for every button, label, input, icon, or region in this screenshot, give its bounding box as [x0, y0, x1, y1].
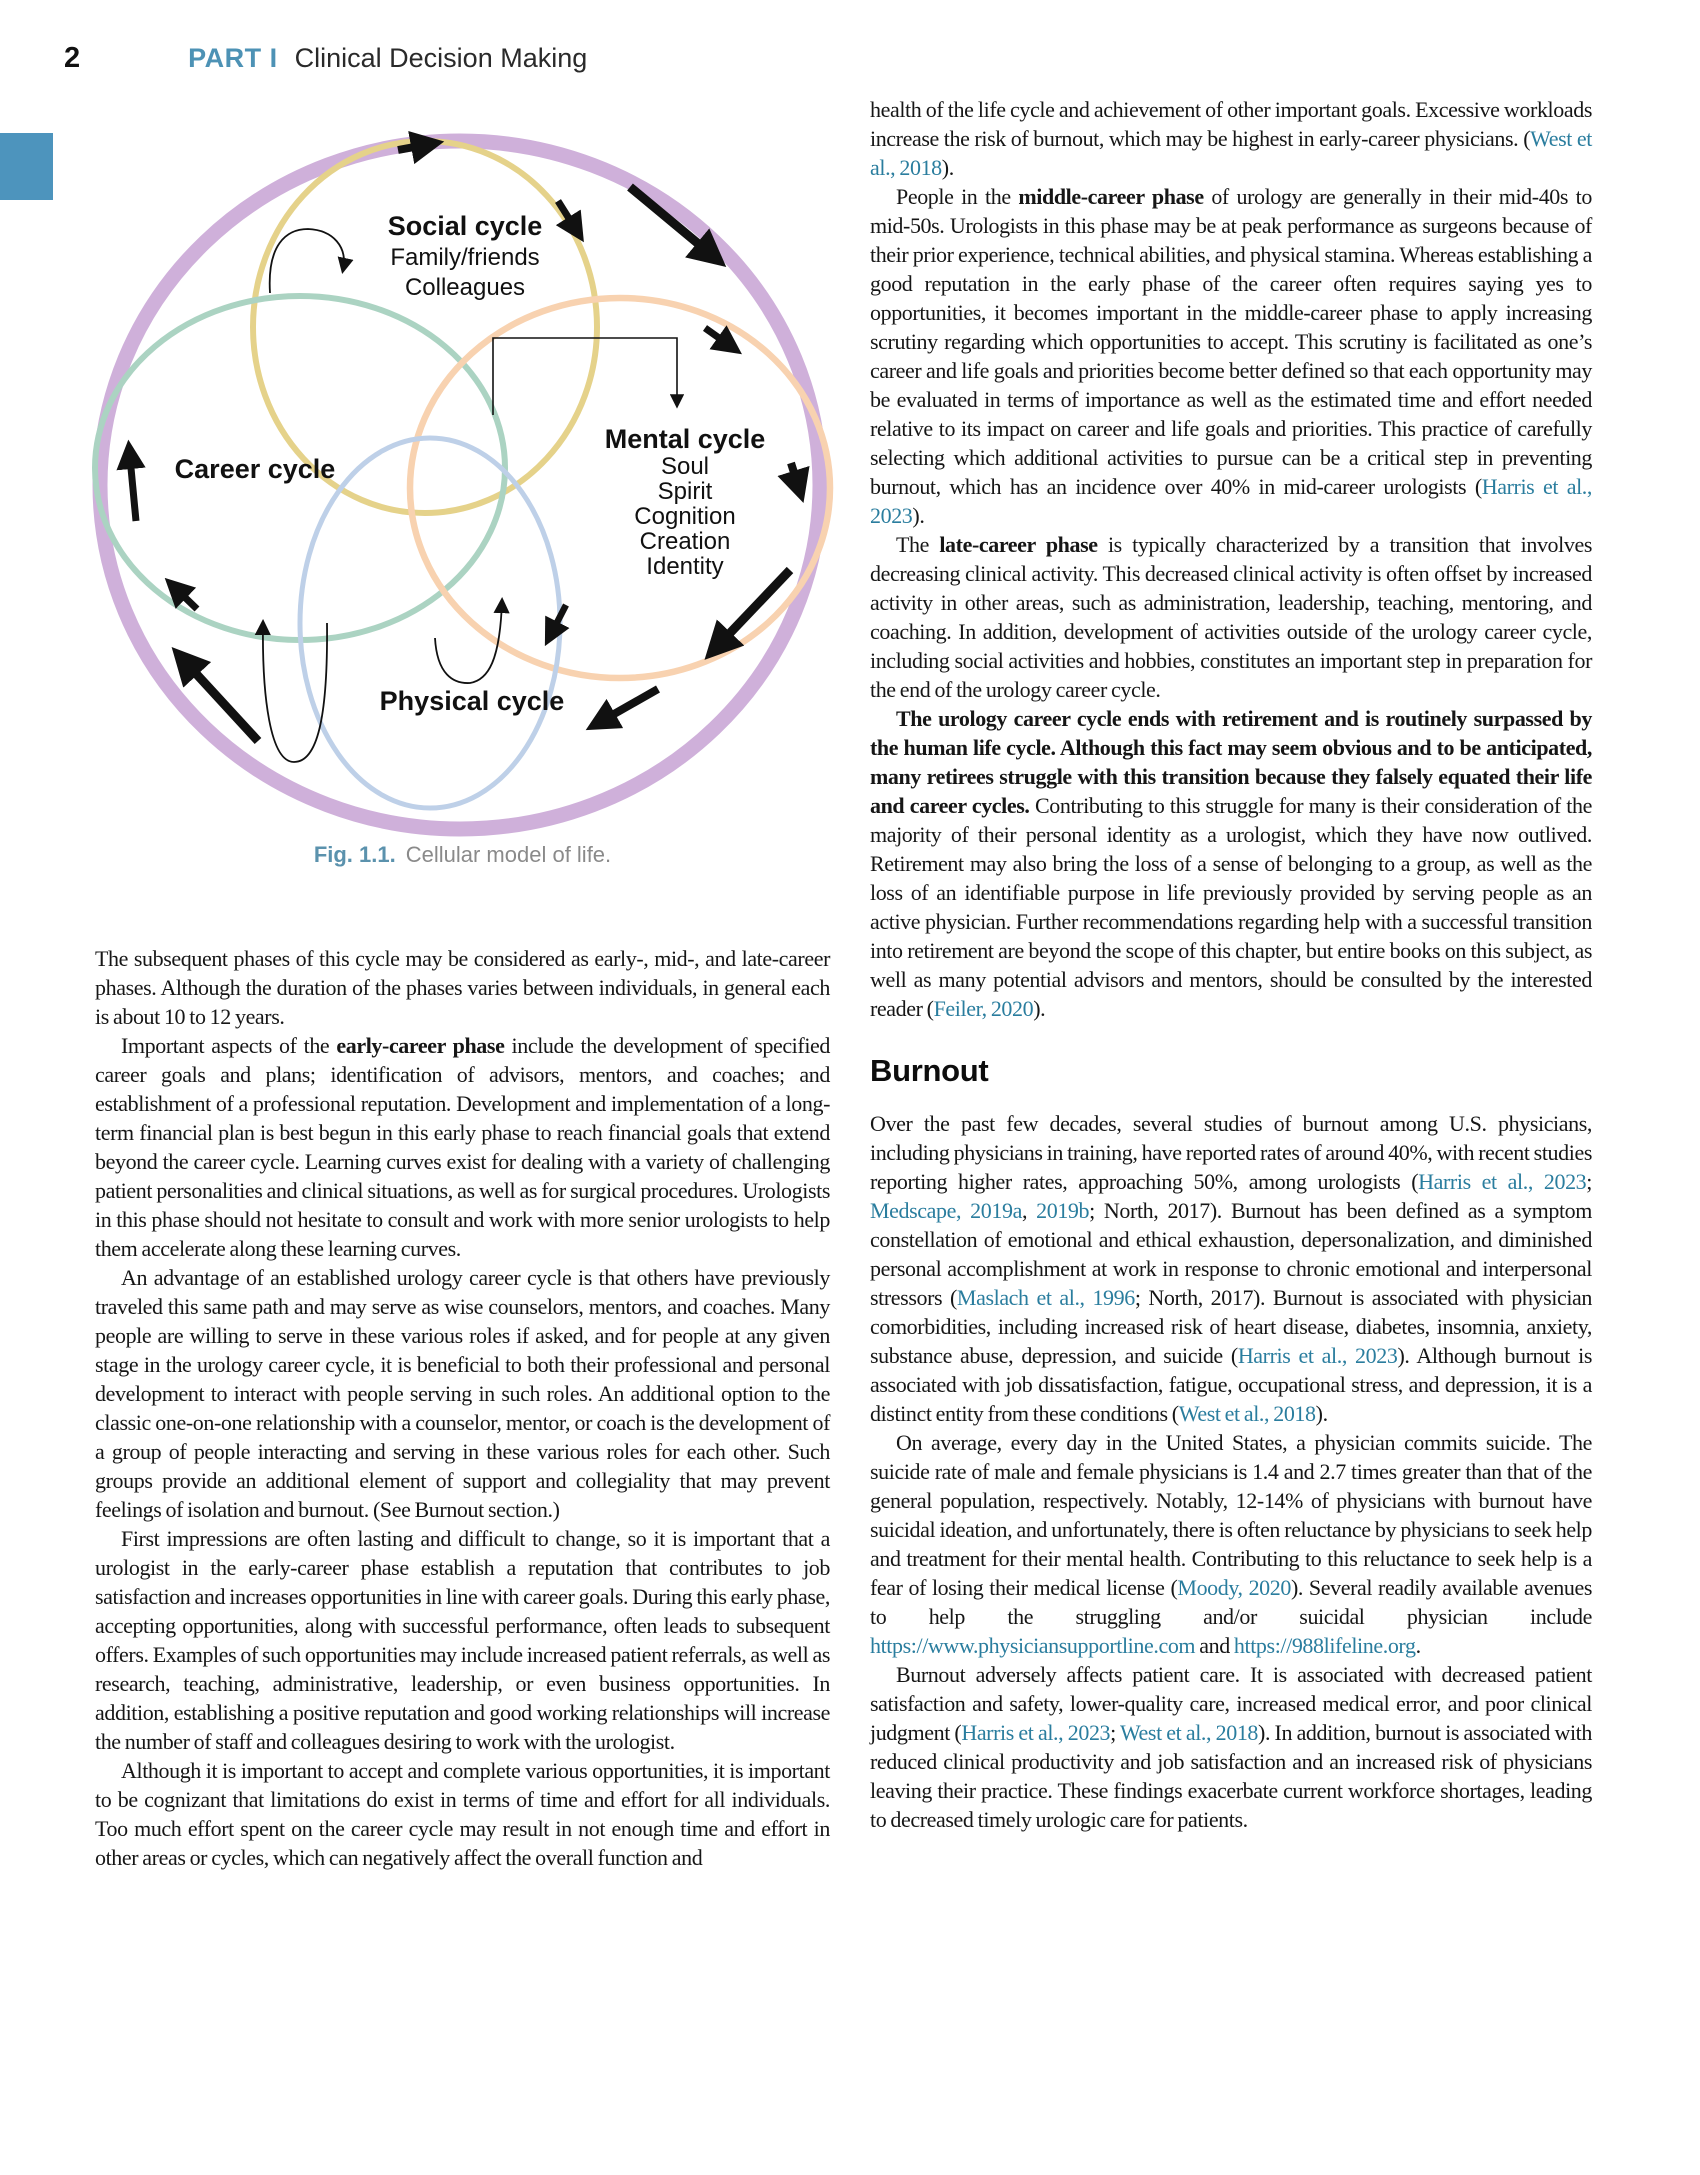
page-header: [0, 0, 1700, 75]
right-column: [870, 75, 1592, 1872]
paragraph: The late-career phase is typically characterized by a transition that involves decreasing clinical activity. This decreased clinical activity is often offset by increased activity in other areas, such as administration, leadership, teaching, mentoring, and coaching. In addition, development of activities outside of the urology career cycle, including social activities and hobbies, constitutes an important step in preparation for the end of the urology career cycle.: [870, 532, 1592, 702]
part-label: PART I: [188, 43, 278, 73]
citation-link[interactable]: https://988lifeline.org: [1233, 1633, 1416, 1658]
citation-link[interactable]: West et al., 2018: [870, 126, 1592, 180]
paragraph: People in the middle-career phase of urology are generally in their mid-40s to mid-50s. Urologists in this phase may be at peak performance as surgeons because of their prior experience, technical abilities, and physical stamina. Whereas establishing a good reputation in the early phase of the career often requires saying yes to opportunities, it becomes important in the middle-career phase to apply increasing scrutiny regarding which opportunities to accept. This scrutiny is facilitated as one’s career and life goals and priorities become better defined so that each opportunity may be evaluated in terms of importance as well as the estimated time and effort needed relative to its impact on career and life goals and priorities. This practice of carefully selecting which additional activities to pursue can be a critical step in preventing burnout, which has an incidence over 40% in mid-career urologists (Harris et al., 2023).: [870, 184, 1592, 528]
citation-link[interactable]: Maslach et al., 1996: [956, 1285, 1135, 1310]
mental-cycle-label: Mental cycle: [604, 424, 766, 454]
paragraph: The subsequent phases of this cycle may be considered as early-, mid-, and late-career phases. Although the duration of the phases varies between individuals, in general each is about 10 to 12 years.: [95, 946, 830, 1029]
left-column-text: [95, 944, 830, 1872]
page-body: [0, 75, 1700, 1872]
mental-cycle-line-5: Identity: [646, 553, 724, 580]
paragraph: On average, every day in the United States, a physician commits suicide. The suicide rate of male and female physicians is 1.4 and 2.7 times greater than that of the general population, respectively. Notably, 12-14% of physicians with burnout have suicidal ideation, and unfortunately, there is often reluctance by physicians to seek help and treatment for their mental health. Contributing to this reluctance to seek help is a fear of losing their medical license (Moody, 2020). Several readily available avenues to help the struggling and/or suicidal physician include https://www.physiciansupportline.com and https://988lifeline.org.: [870, 1430, 1592, 1658]
paragraph: An advantage of an established urology career cycle is that others have previously traveled this same path and may serve as wise counselors, mentors, and coaches. Many people are willing to serve in these various roles if asked, and for people at any given stage in the urology career cycle, it is beneficial to both their professional and personal development to interact with people serving in such roles. An additional option to the classic one-on-one relationship with a counselor, mentor, or coach is the development of a group of people interacting and serving in these various roles for each other. Such groups provide an additional element of support and collegiality that may prevent feelings of isolation and burnout. (See Burnout section.): [95, 1265, 830, 1522]
citation-link[interactable]: Harris et al., 2023: [1237, 1343, 1398, 1368]
physical-cycle-label: Physical cycle: [379, 686, 565, 716]
citation-link[interactable]: Medscape, 2019a: [870, 1198, 1022, 1223]
physical-cycle-ellipse: [300, 438, 560, 808]
citation-link[interactable]: West et al., 2018: [1178, 1401, 1316, 1426]
chapter-tab-marker: [0, 133, 53, 200]
figure-caption-text: Cellular model of life.: [405, 842, 612, 867]
bold-phrase: late-career phase: [939, 532, 1098, 557]
mental-cycle-line-3: Cognition: [634, 503, 736, 530]
paragraph: First impressions are often lasting and difficult to change, so it is important that a urologist in the early-career phase establish a reputation that contributes to job satisfaction and increases opportunities in line with career goals. During this early phase, accepting opportunities, along with successful performance, often leads to subsequent offers. Examples of such opportunities may include increased patient referrals, as well as research, teaching, administrative, leadership, or even business opportunities. In addition, establishing a positive reputation and good working relationships will increase the number of staff and colleagues desiring to work with the urologist.: [95, 1526, 830, 1754]
paragraph: Although it is important to accept and complete various opportunities, it is important to be cognizant that limitations do exist in terms of time and effort for all individuals. Too much effort spent on the career cycle may result in not enough time and effort in other areas or cycles, which can negatively affect the overall function and: [95, 1758, 830, 1870]
citation-link[interactable]: Harris et al., 2023: [961, 1720, 1111, 1745]
bold-phrase: The urology career cycle ends with retirement and is routinely surpassed by the human life cycle. Although this fact may seem obvious and to be anticipated, many retirees struggle with this transition because they falsely equated their life and career cycles.: [870, 706, 1592, 818]
bold-phrase: middle-career phase: [1018, 184, 1204, 209]
paragraph: Over the past few decades, several studies of burnout among U.S. physicians, including physicians in training, have reported rates of around 40%, with recent studies reporting higher rates, approaching 50%, among urologists (Harris et al., 2023; Medscape, 2019a, 2019b; North, 2017). Burnout has been defined as a symptom constellation of emotional and ethical exhaustion, depersonalization, and diminished personal accomplishment at work in response to chronic emotional and interpersonal stressors (Maslach et al., 1996; North, 2017). Burnout is associated with physician comorbidities, including increased risk of heart disease, diabetes, insomnia, anxiety, substance abuse, depression, and suicide (Harris et al., 2023). Although burnout is associated with job dissatisfaction, fatigue, occupational stress, and depression, it is a distinct entity from these conditions (West et al., 2018).: [870, 1111, 1593, 1426]
citation-link[interactable]: https://www.physiciansupportline.com: [870, 1633, 1196, 1658]
paragraph: Important aspects of the early-career phase include the development of specified career goals and plans; identification of advisors, mentors, and coaches; and establishment of a professional reputation. Development and implementation of a long-term financial plan is best begun in this early phase to reach financial goals that extend beyond the career cycle. Learning curves exist for dealing with a variety of challenging patient personalities and clinical situations, as well as for surgical procedures. Urologists in this phase should not hesitate to consult and work with more senior urologists to help them accelerate along these learning curves.: [95, 1033, 830, 1261]
page-number: 2: [64, 42, 81, 74]
section-heading-burnout: Burnout: [870, 1053, 989, 1088]
paragraph: The urology career cycle ends with retirement and is routinely surpassed by the human life cycle. Although this fact may seem obvious and to be anticipated, many retirees struggle with this transition because they falsely equated their life and career cycles. Contributing to this struggle for many is their consideration of the majority of their personal identity as a urologist, which they have now outlived. Retirement may also bring the loss of a sense of belonging to a group, as well as the loss of an identifiable purpose in life previously provided by serving people as an active physician. Further recommendations regarding help with a successful transition into retirement are beyond the scope of this chapter, but entire books on this subject, as well as many potential advisors and mentors, should be consulted by the interested reader (Feiler, 2020).: [870, 706, 1592, 1021]
figure-caption: [95, 842, 830, 868]
social-cycle-label: Social cycle: [387, 211, 543, 241]
figure-caption-label: Fig. 1.1.: [313, 842, 396, 867]
mental-cycle-line-2: Spirit: [657, 478, 713, 505]
mental-cycle-ellipse: [410, 298, 830, 678]
figure-1-1: [95, 133, 830, 868]
left-column: [95, 75, 830, 1872]
citation-link[interactable]: Moody, 2020: [1177, 1575, 1291, 1600]
career-cycle-label: Career cycle: [174, 454, 336, 484]
paragraph: Burnout adversely affects patient care. It is associated with decreased patient satisfaction and safety, lower-quality care, increased medical error, and poor clinical judgment (Harris et al., 2023; West et al., 2018). In addition, burnout is associated with reduced clinical productivity and job satisfaction and an increased risk of physicians leaving their practice. These findings exacerbate current workforce shortages, leading to decreased timely urologic care for patients.: [870, 1662, 1592, 1832]
right-column-top-text: [870, 95, 1592, 1023]
paragraph: health of the life cycle and achievement of other important goals. Excessive workloads increase the risk of burnout, which may be highest in early-career physicians. (West et al., 2018).: [870, 97, 1592, 180]
social-cycle-line-1: Family/friends: [390, 244, 540, 271]
citation-link[interactable]: Harris et al., 2023: [1418, 1169, 1587, 1194]
right-column-burnout-text: [870, 1109, 1592, 1834]
citation-link[interactable]: 2019b: [1036, 1198, 1090, 1223]
mental-cycle-line-1: Soul: [660, 453, 710, 480]
citation-link[interactable]: West et al., 2018: [1119, 1720, 1259, 1745]
citation-link[interactable]: Harris et al., 2023: [870, 474, 1592, 528]
cellular-model-figure: [95, 133, 830, 833]
bold-phrase: early-career phase: [336, 1033, 505, 1058]
mental-cycle-line-4: Creation: [639, 528, 731, 555]
social-cycle-line-2: Colleagues: [404, 274, 526, 301]
part-title: Clinical Decision Making: [294, 43, 588, 73]
citation-link[interactable]: Feiler, 2020: [933, 996, 1034, 1021]
